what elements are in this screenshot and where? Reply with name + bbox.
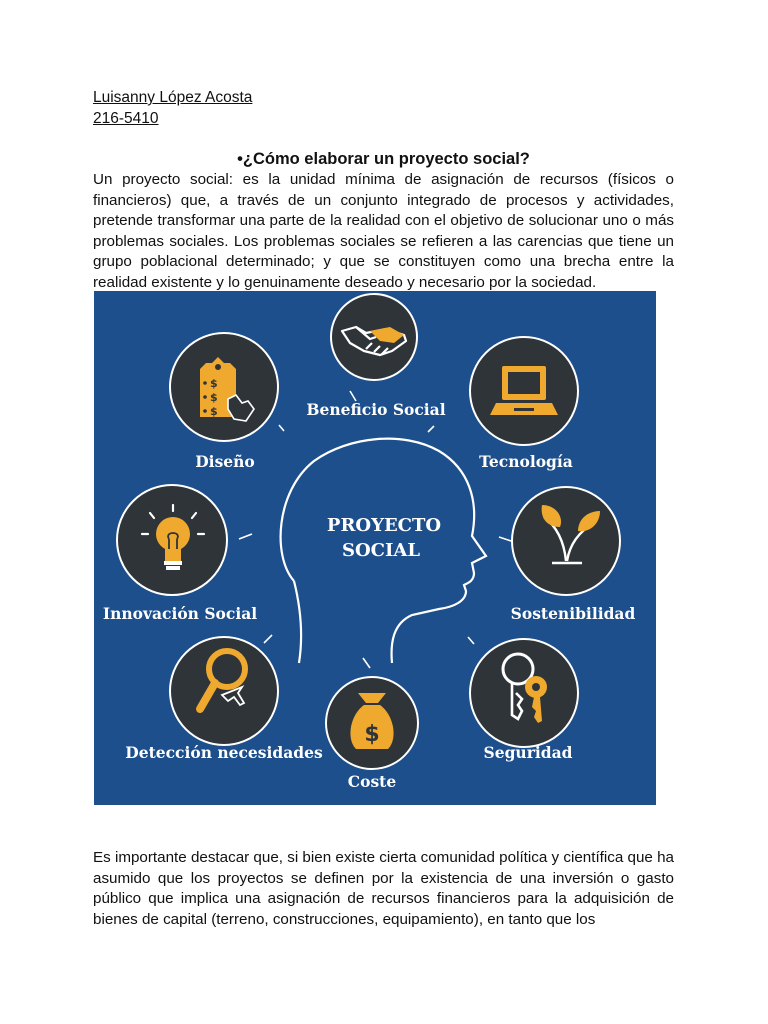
label-tecnologia: Tecnología bbox=[479, 452, 573, 471]
price-tag-symbol-1: $ bbox=[210, 377, 218, 390]
label-sostenibilidad: Sostenibilidad bbox=[510, 604, 636, 623]
document-heading: •¿Cómo elaborar un proyecto social? bbox=[237, 150, 530, 168]
price-tag-symbol-3: $ bbox=[210, 405, 218, 418]
label-coste: Coste bbox=[347, 772, 397, 791]
label-beneficio-social: Beneficio Social bbox=[306, 400, 446, 419]
node-seguridad bbox=[470, 639, 578, 762]
author-block bbox=[93, 87, 252, 129]
author-id: 216-5410 bbox=[93, 110, 159, 127]
label-diseno: Diseño bbox=[195, 452, 255, 471]
infographic bbox=[94, 291, 656, 805]
label-seguridad: Seguridad bbox=[483, 743, 573, 762]
label-deteccion-necesidades: Detección necesidades bbox=[125, 743, 323, 762]
author-name: Luisanny López Acosta bbox=[93, 89, 253, 106]
infographic-svg bbox=[94, 291, 656, 805]
center-title-line1: PROYECTO bbox=[326, 515, 442, 536]
money-bag-symbol: $ bbox=[364, 722, 380, 747]
intro-paragraph: Un proyecto social: es la unidad mínima de asignación de recursos (físicos o financieros) que, a través de un conjunto integrado de procesos y actividades, pretende transformar una parte de la realidad con el objetivo de solucionar uno o más problemas sociales. Los problemas sociales se refieren a las carencias que tiene un grupo poblacional determinado; y que se constituyen como una brecha entre la realidad existente y lo genuinamente deseado y necesario por la sociedad. bbox=[93, 171, 674, 291]
price-tag-symbol-2: $ bbox=[210, 391, 218, 404]
second-paragraph: Es importante destacar que, si bien existe cierta comunidad política y científica que ha asumido que los proyectos se definen por la existencia de una inversión o gasto público que implica una asignación de recursos financieros para la adquisición de bienes de capital (terreno, construcciones, equipamiento), en tanto que los bbox=[93, 849, 674, 928]
label-innovacion-social: Innovación Social bbox=[102, 604, 258, 623]
center-title-line2: SOCIAL bbox=[341, 540, 421, 561]
